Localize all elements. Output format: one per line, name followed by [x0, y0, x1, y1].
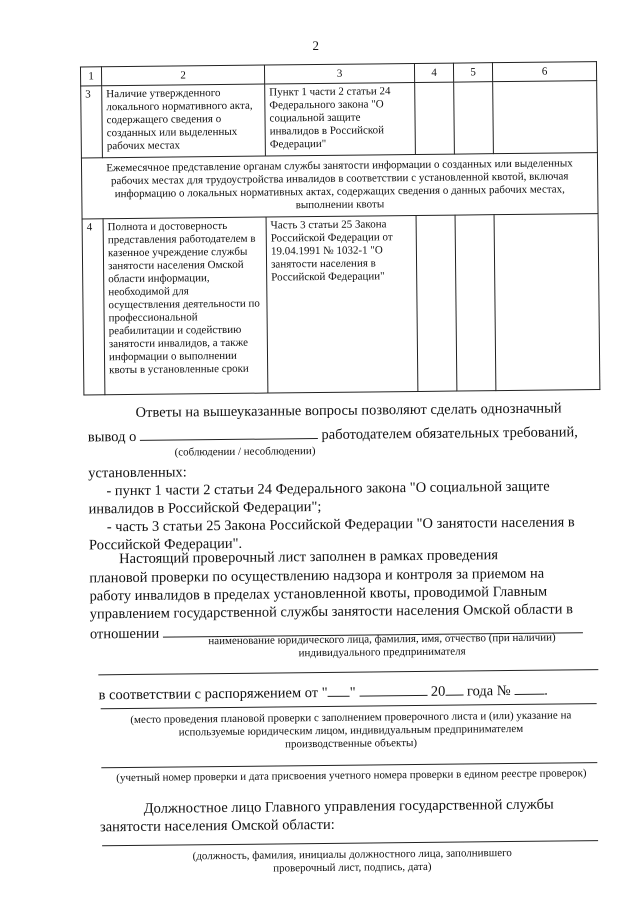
order-end: . [544, 682, 548, 699]
item-2-line-1: - часть 3 статьи 25 Закона Российской Федерации "О занятости населения в [106, 514, 575, 536]
column-header: 5 [453, 63, 492, 82]
order-line [98, 680, 548, 705]
order-number-label: года № [466, 683, 511, 700]
column-header: 6 [492, 62, 596, 82]
answer-cell-yes[interactable] [415, 82, 455, 154]
column-header: 4 [414, 63, 453, 82]
item-1-line-1: - пункт 1 части 2 статьи 24 Федерального закона "О социальной защите [106, 478, 550, 500]
checklist-table [80, 61, 600, 395]
answer-cell-yes[interactable] [416, 215, 457, 391]
item-1-line-2: инвалидов в Российской Федерации"; [88, 498, 322, 518]
column-header: 1 [80, 67, 101, 86]
column-header: 2 [101, 65, 264, 86]
inspection-place-line[interactable] [101, 703, 597, 709]
compliance-hint: (соблюдении / несоблюдении) [174, 445, 316, 459]
statement-line-1: Настоящий проверочный лист заполнен в рамках проведения [119, 547, 499, 568]
conclusion-line-1: Ответы на вышеуказанные вопросы позволяют сделать однозначный [135, 400, 562, 421]
order-prefix: в соответствии с распоряжением от " [98, 684, 328, 704]
registration-number-hint: (учетный номер проверки и дата присвоения учетного номера проверки в едином реестре проверок) [116, 767, 587, 785]
statement-line-4: управлением государственной службы занятости населения Омской области в [89, 601, 574, 623]
statement-line-2: плановой проверки по осуществлению надзора и контроля за приемом на [89, 565, 545, 587]
order-day-blank[interactable] [328, 682, 350, 697]
official-line-1: Должностное лицо Главного управления государственной службы [143, 796, 554, 817]
row-number: 4 [82, 219, 105, 395]
signature-hint-2: проверочный лист, подпись, дата) [273, 860, 432, 875]
inspection-place-hint-2: используемые юридическим лицом, индивидуальным предпринимателем [178, 722, 524, 739]
order-month-blank[interactable] [359, 681, 427, 697]
row-question: Наличие утвержденного локального нормативного акта, содержащего сведения о созданных или выделенных рабочих местах [102, 84, 266, 158]
table-row-merged [81, 153, 598, 219]
table-row [81, 81, 598, 158]
official-line-2: занятости населения Омской области: [99, 816, 335, 836]
established-label: установленных: [88, 464, 187, 482]
row-number: 3 [81, 86, 103, 158]
conclusion-line-2 [88, 421, 578, 446]
signature-line[interactable] [102, 840, 598, 846]
statement-line-3: работу инвалидов в пределах установленной квоты, проводимой Главным [89, 583, 548, 605]
entity-name-continuation-line[interactable] [98, 669, 598, 675]
signature-hint-1: (должность, фамилия, инициалы должностного лица, заполнившего [192, 847, 512, 863]
page-number: 2 [312, 37, 320, 54]
conclusion-suffix: работодателем обязательных требований, [321, 424, 578, 443]
order-number-blank[interactable] [514, 680, 544, 695]
inspection-place-hint-1: (место проведения плановой проверки с заполнением проверочного листа и (или) указание на [130, 709, 572, 727]
table-row [82, 214, 600, 395]
merged-requirement-text: Ежемесячное представление органам службы занятости информации о созданных или выделенных рабочих местах для трудоустройства инвалидов в соответствии с установленной квотой, включая информацию о локальных нормативных актах, содержащих сведения о данных рабочих местах, выполнении квоты [81, 153, 598, 219]
entity-name-hint-1: наименование юридического лица, фамилия, имя, отчество (при наличии) [208, 631, 556, 648]
answer-cell-note[interactable] [493, 81, 598, 154]
item-2-line-2: Российской Федерации". [88, 535, 243, 554]
order-year-blank[interactable] [445, 681, 463, 696]
inspection-place-hint-3: производственные объекты) [285, 737, 418, 751]
answer-cell-no[interactable] [454, 82, 494, 154]
conclusion-prefix: вывод о [87, 428, 137, 446]
order-century: 20 [430, 683, 446, 700]
compliance-blank[interactable] [140, 424, 318, 441]
entity-name-hint-2: индивидуального предпринимателя [298, 645, 466, 660]
answer-cell-note[interactable] [494, 214, 600, 391]
row-question: Полнота и достоверность представления работодателем в казенное учреждение службы занятости населения Омской области информации, необходимой для осуществления деятельности по профессиональной реабилитации и содействию занятости инвалидов, а также информации о выполнении квоты в установленные сроки [103, 217, 268, 395]
row-reference: Часть 3 статьи 25 Закона Российской Федерации от 19.04.1991 № 1032-1 "О занятости населения в Российской Федерации" [266, 215, 418, 393]
in-respect-label: отношении [89, 625, 160, 643]
column-header: 3 [264, 63, 414, 84]
row-reference: Пункт 1 части 2 статьи 24 Федерального закона "О социальной защите инвалидов в Российской Федерации" [265, 82, 416, 156]
order-quote: " [349, 684, 356, 701]
answer-cell-no[interactable] [455, 215, 496, 391]
